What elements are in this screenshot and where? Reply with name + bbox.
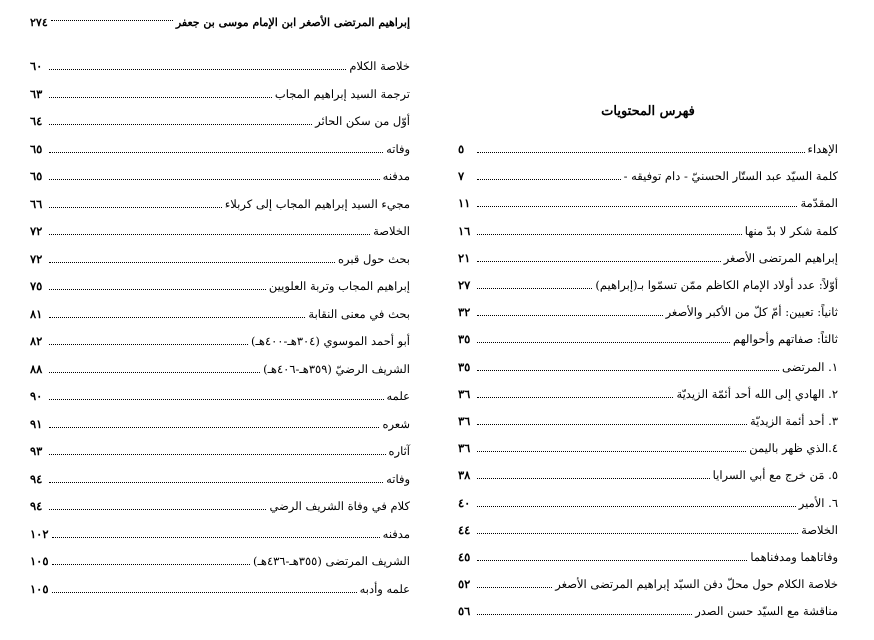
leader-dots: [49, 69, 346, 70]
toc-entry-page-number: ٣٥: [458, 332, 471, 347]
toc-entry: [30, 518, 410, 542]
leader-dots: [477, 342, 730, 343]
leader-dots: [49, 482, 383, 483]
leader-dots: [477, 506, 796, 507]
toc-entry-page-number: ٤٥: [458, 550, 471, 564]
toc-entry-title: ١. المرتضى: [782, 359, 838, 374]
leader-dots: [49, 427, 379, 428]
toc-entry: [458, 269, 838, 293]
toc-entry-page-number: ٧٢: [30, 251, 43, 266]
toc-entry: [458, 133, 838, 157]
running-header: [30, 12, 410, 32]
toc-entry-title: آثاره: [388, 444, 410, 458]
toc-entry: [30, 380, 410, 404]
toc-entry-page-number: ٦٠: [30, 59, 43, 73]
toc-entry-title: ثالثاً: صفاتهم وأحوالهم: [732, 332, 838, 347]
toc-entry-page-number: ٩٤: [30, 471, 43, 486]
toc-entry-title: بحث في معنى النقابة: [308, 306, 410, 321]
toc-entry-page-number: ٦٣: [30, 86, 43, 101]
toc-entry: [30, 298, 410, 322]
leader-dots: [477, 451, 746, 452]
leader-dots: [477, 587, 552, 588]
toc-entry-title: الإهداء: [807, 142, 838, 156]
toc-entry-page-number: ٩٠: [30, 389, 43, 403]
leader-dots: [49, 124, 312, 125]
running-header-title: إبراهيم المرتضى الأصغر ابن الإمام موسى بن جعفر: [175, 15, 410, 29]
toc-entry: [458, 459, 838, 483]
toc-entry-page-number: ٨٢: [30, 334, 43, 348]
leader-dots: [49, 179, 380, 180]
toc-entry-title: ٤.الذي ظهر باليمن: [749, 441, 838, 456]
toc-entry: [30, 215, 410, 239]
toc-entry-title: مجيء السيد إبراهيم المجاب إلى كربلاء: [224, 196, 410, 211]
leader-dots: [49, 289, 266, 290]
toc-entry-title: أبو أحمد الموسوي (٣٠٤هـ-٤٠٠هـ): [251, 334, 410, 348]
leader-dots: [49, 262, 335, 263]
leader-dots: [52, 564, 250, 565]
leader-dots: [477, 261, 721, 262]
toc-entry-page-number: ١١: [458, 196, 471, 211]
running-header-page-number: ٢٧٤: [30, 15, 48, 29]
leader-dots: [477, 206, 797, 207]
toc-entry: [458, 405, 838, 429]
leader-dots: [49, 399, 384, 400]
toc-entry-page-number: ٩١: [30, 416, 43, 431]
toc-entry: [30, 105, 410, 129]
leader-dots: [49, 344, 248, 345]
toc-entry: [458, 242, 838, 266]
leader-dots: [49, 372, 260, 373]
toc-entry-title: المقدّمة: [800, 196, 838, 211]
toc-entry: [30, 353, 410, 377]
toc-entry: [458, 595, 838, 619]
toc-entry-page-number: ٣٦: [458, 441, 471, 456]
toc-entry-title: الشريف الرضيّ (٣٥٩هـ-٤٠٦هـ): [263, 361, 410, 376]
toc-entry-page-number: ١٦: [458, 223, 471, 238]
toc-entry: [458, 160, 838, 184]
toc-entry-page-number: ٢١: [458, 250, 471, 265]
toc-entry-title: ترجمة السيد إبراهيم المجاب: [274, 86, 410, 101]
toc-entry-title: إبراهيم المجاب وتربة العلويين: [268, 279, 410, 293]
toc-title: فهرس المحتويات: [601, 104, 695, 119]
toc-entry-title: أوّلاً: عدد أولاد الإمام الكاظم ممّن تسمّوا بـ(إبراهيم): [595, 278, 838, 292]
toc-entry-title: الشريف المرتضى (٣٥٥هـ-٤٣٦هـ): [253, 554, 410, 568]
toc-entry-page-number: ٣٦: [458, 386, 471, 401]
leader-dots: [477, 288, 592, 289]
toc-entry-title: مدفنه: [382, 526, 410, 541]
toc-entry-title: الخلاصة: [373, 224, 410, 238]
toc-entry-title: خلاصة الكلام حول محلّ دفن السيّد إبراهيم المرتضى الأصغر: [555, 577, 838, 592]
toc-entry-page-number: ٥٦: [458, 604, 471, 619]
toc-entry: [30, 270, 410, 294]
leader-dots: [477, 614, 692, 615]
toc-entry: [458, 323, 838, 347]
leader-dots: [477, 397, 673, 398]
toc-entry: [458, 432, 838, 456]
toc-entry: [30, 188, 410, 212]
toc-entry: [458, 378, 838, 402]
leader-dots: [49, 97, 272, 98]
toc-entry-title: وفاته: [386, 471, 410, 486]
leader-dots: [477, 424, 747, 425]
leader-dots: [49, 152, 383, 153]
toc-entry: [458, 351, 838, 375]
leader-dots: [477, 179, 621, 180]
toc-entry-page-number: ٥: [458, 142, 465, 156]
toc-entry: [30, 463, 410, 487]
leader-dots: [477, 560, 747, 561]
toc-entry-page-number: ٦٤: [30, 114, 43, 128]
leader-dots: [477, 152, 805, 153]
toc-entry: [30, 408, 410, 432]
toc-entry-page-number: ٨١: [30, 306, 43, 321]
leader-dots: [49, 454, 386, 455]
toc-entry-page-number: ٧: [458, 169, 465, 184]
toc-entry: [30, 50, 410, 74]
leader-dots: [49, 317, 305, 318]
toc-entry-page-number: ٦٦: [30, 196, 43, 211]
toc-entry: [30, 78, 410, 102]
leader-dots: [49, 234, 370, 235]
toc-entry: [30, 545, 410, 569]
toc-entry-title: الخلاصة: [801, 522, 838, 537]
toc-entry-page-number: ٣٢: [458, 305, 471, 320]
toc-entry: [30, 435, 410, 459]
toc-entry: [458, 568, 838, 592]
toc-entry-page-number: ٦٥: [30, 169, 43, 183]
toc-entry-page-number: ١٠٥: [30, 554, 49, 568]
leader-dots: [51, 20, 173, 21]
leader-dots: [477, 234, 742, 235]
leader-dots: [477, 370, 779, 371]
toc-entry: [30, 133, 410, 157]
toc-entry: [30, 160, 410, 184]
toc-entry-page-number: ٩٤: [30, 499, 43, 513]
toc-entry: [30, 325, 410, 349]
toc-entry: [458, 514, 838, 538]
leader-dots: [49, 509, 266, 510]
toc-entry-page-number: ٨٨: [30, 361, 43, 376]
leader-dots: [477, 533, 798, 534]
toc-entry-page-number: ٧٥: [30, 279, 43, 293]
toc-entry-page-number: ٣٥: [458, 359, 471, 374]
toc-entry: [458, 215, 838, 239]
toc-entry-page-number: ٢٧: [458, 278, 471, 292]
toc-entry-title: ٥. مَن خرج مع أبي السرايا: [712, 468, 838, 483]
leader-dots: [49, 207, 222, 208]
toc-entry-title: وفاته: [386, 141, 410, 156]
toc-entry-page-number: ٧٢: [30, 224, 43, 238]
toc-entry-title: ٣. أحد أئمة الزيديّة: [749, 414, 838, 428]
toc-entry-page-number: ٦٥: [30, 141, 43, 156]
toc-entry-page-number: ٤٤: [458, 522, 471, 537]
toc-entry: [458, 296, 838, 320]
toc-entry-title: مناقشة مع السيّد حسن الصدر: [695, 604, 838, 619]
toc-entry: [30, 490, 410, 514]
toc-entry-title: ٦. الأمير: [798, 495, 838, 510]
toc-entry-title: شعره: [382, 416, 410, 431]
toc-entry-title: كلمة شكر لا بدّ منها: [744, 223, 838, 238]
toc-entry: [458, 487, 838, 511]
toc-entry-title: علمه وأدبه: [359, 581, 410, 596]
toc-entry-page-number: ٣٦: [458, 414, 471, 428]
toc-entry-title: وفاتاهما ومدفناهما: [750, 550, 838, 564]
toc-entry: [30, 573, 410, 597]
toc-entry-title: كلام في وفاة الشريف الرضي: [269, 499, 410, 513]
toc-entry-page-number: ٤٠: [458, 495, 471, 510]
toc-entry-title: إبراهيم المرتضى الأصغر: [723, 250, 838, 265]
toc-entry-title: مدفنه: [382, 169, 410, 183]
toc-entry: [30, 243, 410, 267]
toc-entry-title: أوّل من سكن الحائر: [315, 114, 410, 128]
leader-dots: [52, 592, 357, 593]
toc-entry-page-number: ٣٨: [458, 468, 471, 483]
leader-dots: [477, 315, 663, 316]
leader-dots: [477, 478, 710, 479]
toc-entry-page-number: ٩٣: [30, 444, 43, 458]
toc-entry-title: ثانياً: تعيين: أمّ كلّ من الأكبر والأصغر: [665, 305, 838, 320]
toc-entry-page-number: ١٠٥: [30, 581, 49, 596]
toc-entry-page-number: ١٠٢: [30, 526, 49, 541]
toc-entry: [458, 541, 838, 565]
toc-entry-title: خلاصة الكلام: [349, 59, 410, 73]
toc-entry-title: كلمة السيّد عبد الستّار الحسنيّ - دام توفيقه -: [623, 169, 838, 184]
toc-entry: [458, 187, 838, 211]
leader-dots: [52, 537, 380, 538]
toc-entry-title: علمه: [386, 389, 410, 403]
toc-entry-page-number: ٥٢: [458, 577, 471, 592]
toc-entry-title: بحث حول قبره: [338, 251, 410, 266]
toc-entry-title: ٢. الهادي إلى الله أحد أئمّة الزيديّة: [676, 386, 838, 401]
